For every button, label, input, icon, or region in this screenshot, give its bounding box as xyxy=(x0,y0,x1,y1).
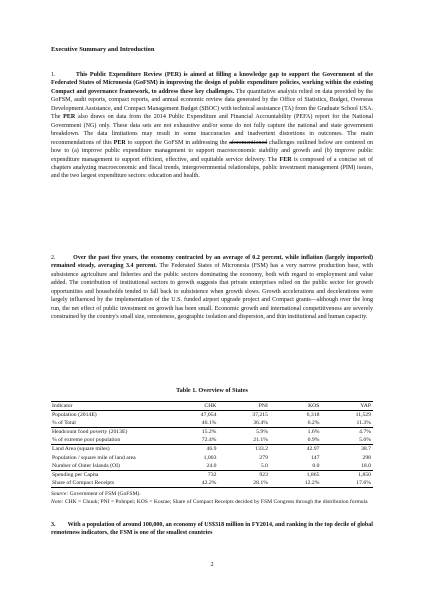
table-row xyxy=(51,470,373,479)
table-row xyxy=(51,436,373,445)
note-label: Note: xyxy=(51,499,64,505)
paragraph-1-text-d: challenges outlined below are centered on how to (a) improve public expenditure management to support macroeconomic stability and growth and (b) improve public expenditure management to support efficient, effective, and equitable service delivery. The xyxy=(51,139,374,163)
table-cell: 5.6% xyxy=(321,436,373,445)
paragraph-1-text-e: is composed of a concise set of chapters analyzing macroeconomic and fiscal trends, intergovernmental relationships, public investment management (PIM) issues, and the two largest expenditure sectors: education and health. xyxy=(51,156,373,180)
paragraph-2-lead: Over the past five years, the economy contracted by an average of 0.2 percent, while inflation (largely imported) remained steady, averaging 3.4 percent. xyxy=(51,255,374,270)
page-number: 2 xyxy=(210,561,214,568)
paragraph-3-number: 3. xyxy=(51,522,56,528)
table-cell: 36.4% xyxy=(218,419,270,428)
table-cell: Population / square mile of land area xyxy=(52,454,136,461)
table-cell: 28.1% xyxy=(218,479,270,488)
table-row xyxy=(51,445,373,454)
table-cell: 1.6% xyxy=(307,429,320,436)
table-note xyxy=(51,498,373,506)
table-cell: 133.2 xyxy=(255,446,268,453)
section-heading: Executive Summary and Introduction xyxy=(51,46,155,53)
table-cell: % of extreme poor population xyxy=(51,436,167,445)
table-cell: 0.0 xyxy=(270,462,322,471)
overview-table xyxy=(51,401,373,488)
paragraph-1-number: 1. xyxy=(51,72,56,78)
table-cell: Population (2014E) xyxy=(52,412,97,419)
paragraph-1-struck-word: aforementioned xyxy=(229,139,268,146)
paragraph-1-per-3: FER xyxy=(279,156,292,163)
table-row xyxy=(51,454,373,462)
table-cell: Spending per Capita xyxy=(52,471,99,478)
paragraph-3 xyxy=(51,521,373,538)
table-cell: 6.2% xyxy=(270,419,322,428)
paragraph-1-per-1: PER xyxy=(63,114,76,121)
table-cell: % of Total xyxy=(51,419,167,428)
table-cell: 17.6% xyxy=(321,479,373,488)
table-cell: Headcount food poverty (2013E) xyxy=(52,429,128,436)
table-cell: 24.0 xyxy=(167,462,219,471)
table-cell: 1,850 xyxy=(358,471,371,478)
paragraph-1 xyxy=(51,71,373,181)
table-cell: 38.7 xyxy=(361,446,371,453)
table-row xyxy=(51,411,373,420)
column-header: CHK xyxy=(167,402,219,411)
table-cell: 12.2% xyxy=(270,479,322,488)
paragraph-2-text: The Federated States of Micronesia (FSM) has a very narrow production base, with subsistence agriculture and fisheries and the public sectors dominating the economy, both with regard to employment and value added. The contribution of institutional sectors to growth suggests that private enterprises relied on the public sector for growth opportunities and households tended to fall back to subsistence when growth slows. Growth accelerations and decelerations were largely influenced by the implementation of the U.S. funded airport upgrade project and Compact grants—although over the long run, the net effect of public investment on growth has been small. Economic growth and international competitiveness are severely constrained by the country's small size, remoteness, geographic isolation and dispersion, and thin institutional and human capacity. xyxy=(51,263,373,321)
table-cell: 6,318 xyxy=(306,412,320,419)
table-cell: 42.2% xyxy=(167,479,219,488)
table-cell: 923 xyxy=(259,471,268,478)
paragraph-3-lead: With a population of around 100,000, an economy of US$318 million in FY2014, and ranking in the top decile of global remoteness indicators, the FSM is one of the smallest countries xyxy=(51,522,373,537)
table-notes xyxy=(51,490,373,506)
table-cell: 46.1% xyxy=(167,419,219,428)
table-cell: Number of Outer Islands (OI) xyxy=(51,462,167,471)
table-cell: 1,865 xyxy=(306,471,320,478)
paragraph-1-text-a: The quantitative analysis relied on data provided by the GoFSM, audit reports, compact reports, and annual economic review data generated by the Office of Statistics, Budget, Overseas Development Assistance, and Compact Management Budget (SBOC) with technical assistance (TA) from the Graduate School USA. The xyxy=(51,88,373,121)
table-source xyxy=(51,490,373,498)
table-cell: Share of Compact Receipts xyxy=(51,479,167,488)
table-cell: 72.4% xyxy=(167,436,219,445)
table-cell: 5.9% xyxy=(256,429,268,436)
table-header-row xyxy=(51,402,373,411)
table-cell: 279 xyxy=(259,454,268,461)
column-header: Indicator xyxy=(51,402,167,411)
table-cell: 0.9% xyxy=(270,436,322,445)
paragraph-1-text-b: also draws on data from the 2014 Public Expenditure and Financial Accountability (PEFA) report for the National Government (NG) only. These data sets are not exhaustive and/or some do not fully capture the national and state government breakdown. The data limitations may result in some inaccuracies and inadvertent distortions in outcomes. The main recommendations of this xyxy=(51,114,374,146)
column-header: PNI xyxy=(218,402,270,411)
table-cell: 4.7% xyxy=(359,429,371,436)
table-row xyxy=(51,462,373,471)
paragraph-1-lead: This Public Expenditure Review (PER) is aimed at filling a knowledge gap to support the Government of the Federated States of Micronesia (GoFSM) in improving the design of public expenditure policies, working within the existing Compact and governance framework, to address these key challenges. xyxy=(51,72,374,95)
table-cell: 21.1% xyxy=(218,436,270,445)
table-cell: 298 xyxy=(362,454,371,461)
table-cell: 11.3% xyxy=(321,419,373,428)
table-cell: 5.0 xyxy=(218,462,270,471)
paragraph-1-text-c: to support the GoFSM in addressing the xyxy=(125,139,230,146)
source-text: Government of FSM (GoFSM). xyxy=(68,491,141,497)
table-row xyxy=(51,479,373,488)
table-row xyxy=(51,428,373,437)
table-cell: 18.0 xyxy=(321,462,373,471)
table-cell: 732 xyxy=(207,471,217,478)
table-cell: 15.2% xyxy=(201,429,217,436)
table-cell: 11,529 xyxy=(355,412,371,419)
table-cell: 47,054 xyxy=(200,412,217,419)
table-cell: 42.97 xyxy=(306,446,320,453)
table-row xyxy=(51,419,373,428)
paragraph-2 xyxy=(51,254,373,322)
table-cell: 37,215 xyxy=(252,412,268,419)
source-label: Source: xyxy=(51,491,69,497)
note-text: CHK = Chuuk; PNI = Pohnpei; KOS = Kosrae; Share of Compact Receipts decided by FSM Congress through the distribution formula xyxy=(63,499,368,505)
table-cell: Land Area (square miles) xyxy=(52,446,110,453)
column-header: YAP xyxy=(321,402,373,411)
paragraph-2-number: 2. xyxy=(51,255,56,261)
column-header: KOS xyxy=(270,402,322,411)
table-cell: 1,003 xyxy=(203,454,217,461)
paragraph-1-per-2: PER xyxy=(113,139,126,146)
table-title: Table 1. Overview of States xyxy=(176,387,248,394)
table-cell: 46.9 xyxy=(206,446,217,453)
table-cell: 147 xyxy=(310,454,320,461)
